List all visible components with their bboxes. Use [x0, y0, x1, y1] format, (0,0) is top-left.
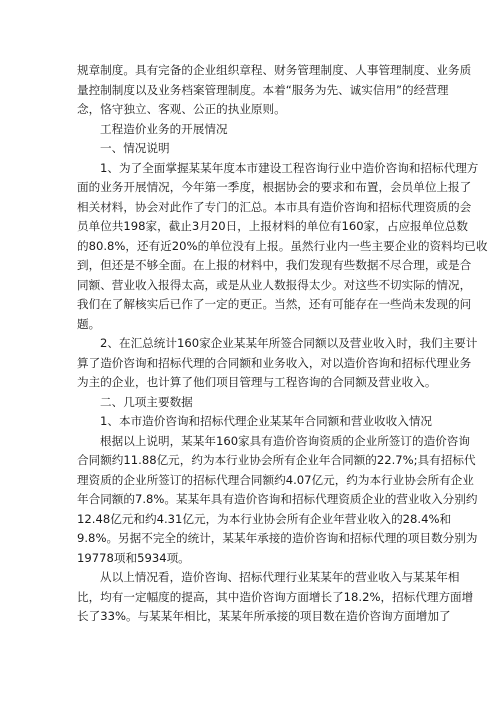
text-line: 我们在了解核实后已作了一定的更正。当然，还有可能存在一些尚未发现的问: [77, 297, 472, 311]
text-line: 到，但还是不够全面。在上报的材料中，我们发现有些数据不尽合理，或是合: [77, 258, 472, 272]
text-line: 工程造价业务的开展情况: [100, 121, 228, 136]
text-line: 9.8%。另据不完全的统计，某某年承接的造价咨询和招标代理的项目数分别为: [77, 531, 478, 545]
text-line: 年合同额的7.8%。某某年具有造价咨询和招标代理资质企业的营业收入分别约: [77, 492, 478, 506]
text-line: 员单位共198家，截止3月20日，上报材料的单位有160家，占应报单位总数: [77, 219, 469, 233]
text-line: 念，恪守独立、客观、公正的执业原则。: [77, 102, 286, 116]
text-line: 合同额约11.88亿元，约为本行业协会所有企业年合同额的22.7%;具有招标代: [77, 453, 476, 467]
text-line: 为主的企业，也计算了他们项目管理与工程咨询的合同额及营业收入。: [77, 375, 437, 389]
text-line: 面的业务开展情况，今年第一季度，根据协会的要求和布置，会员单位上报了: [77, 180, 472, 194]
text-line: 规章制度。具有完备的企业组织章程、财务管理制度、人事管理制度、业务质: [77, 63, 472, 77]
text-line: 比，均有一定幅度的提高，其中造价咨询方面增长了18.2%，招标代理方面增: [77, 589, 474, 604]
text-line: 2、在汇总统计160家企业某某年所签合同额以及营业收入时，我们主要计: [100, 336, 478, 350]
text-line: 算了造价咨询和招标代理的合同额和业务收入，对以造价咨询和招标代理业务: [77, 355, 472, 370]
text-line: 量控制制度以及业务档案管理制度。本着“服务为先、诚实信用”的经营理: [77, 82, 449, 97]
text-line: 同额、营业收入报得太高，或是从业人数报得太少。对这些不切实际的情况，: [77, 277, 472, 292]
text-line: 的80.8%，还有近20%的单位没有上报。虽然行业内一些主要企业的资料均已收: [77, 238, 488, 253]
text-line: 19778项和5934项。: [77, 550, 190, 565]
text-line: 二、几项主要数据: [100, 394, 193, 409]
text-line: 从以上情况看，造价咨询、招标代理行业某某年的营业收入与某某年相: [100, 570, 460, 584]
document-page: [77, 61, 488, 627]
text-line: 1、为了全面掌握某某年度本市建设工程咨询行业中造价咨询和招标代理方: [100, 160, 479, 175]
text-line: 相关材料，协会对此作了专门的汇总。本市具有造价咨询和招标代理资质的会: [77, 199, 472, 214]
text-line: 一、情况说明: [100, 141, 170, 155]
text-line: 题。: [77, 316, 101, 331]
text-line: 长了33%。与某某年相比，某某年所承接的项目数在造价咨询方面增加了: [77, 609, 451, 623]
text-line: 12.48亿元和约4.31亿元，为本行业协会所有企业年营业收入的28.4%和: [77, 511, 452, 526]
text-line: 理资质的企业所签订的招标代理合同额约4.07亿元，约为本行业协会所有企业: [77, 472, 474, 487]
text-line: 根据以上说明，某某年160家具有造价咨询资质的企业所签订的造价咨询: [100, 433, 470, 448]
text-line: 1、本市造价咨询和招标代理企业某某年合同额和营业收收入情况: [100, 414, 433, 428]
